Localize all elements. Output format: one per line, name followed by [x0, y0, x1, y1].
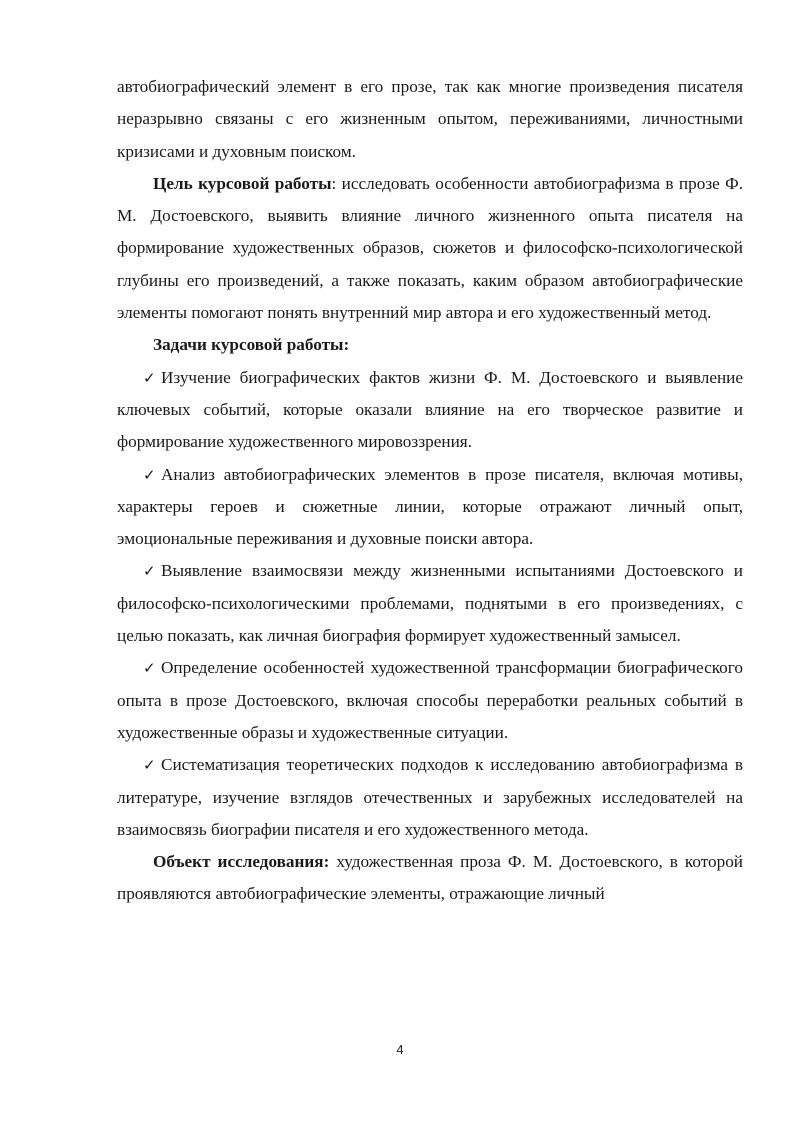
checkmark-icon: ✓	[143, 368, 156, 387]
task-text: Изучение биографических фактов жизни Ф. М. Достоевского и выявление ключевых событий, которые оказали влияние на его творческое развитие и формирование художественного мировоззрения.	[117, 367, 743, 452]
goal-text: : исследовать особенности автобиографизма в прозе Ф. М. Достоевского, выявить влияние личного жизненного опыта писателя на формирование художественных образов, сюжетов и философско-психологической глубины его произведений, а также показать, каким образом автобиографические элементы помогают понять внутренний мир автора и его художественный метод.	[117, 173, 743, 323]
task-item	[117, 555, 743, 652]
goal-paragraph	[117, 168, 743, 329]
checkmark-icon: ✓	[143, 562, 156, 581]
task-text: Выявление взаимосвязи между жизненными испытаниями Достоевского и философско-психологическими проблемами, поднятыми в его произведениях, с целью показать, как личная биография формирует художественный замысел.	[117, 561, 743, 646]
task-text: Анализ автобиографических элементов в прозе писателя, включая мотивы, характеры героев и сюжетные линии, которые отражают личный опыт, эмоциональные переживания и духовные поиски автора.	[117, 464, 743, 549]
task-item	[117, 652, 743, 749]
task-text: Систематизация теоретических подходов к исследованию автобиографизма в литературе, изучение взглядов отечественных и зарубежных исследователей на взаимосвязь биографии писателя и его художественного метода.	[117, 755, 743, 839]
task-text: Определение особенностей художественной трансформации биографического опыта в прозе Достоевского, включая способы переработки реальных событий в художественные образы и художественные ситуации.	[117, 658, 743, 742]
task-item	[117, 749, 743, 846]
checkmark-icon: ✓	[143, 756, 156, 775]
goal-label: Цель курсовой работы	[153, 173, 332, 193]
intro-paragraph: автобиографический элемент в его прозе, так как многие произведения писателя неразрывно связаны с его жизненным опытом, переживаниями, личностными кризисами и духовным поиском.	[117, 77, 743, 161]
task-item	[117, 459, 743, 556]
task-item	[117, 362, 743, 459]
object-label: Объект исследования:	[153, 852, 330, 872]
object-paragraph	[117, 846, 743, 911]
checkmark-icon: ✓	[143, 465, 156, 484]
checkmark-icon: ✓	[143, 659, 156, 678]
document-page	[117, 71, 743, 911]
page-number: 4	[396, 1042, 404, 1057]
object-text: художественная проза Ф. М. Достоевского, в которой проявляются автобиографические элементы, отражающие личный	[117, 852, 743, 904]
tasks-heading: Задачи курсовой работы:	[153, 335, 350, 355]
